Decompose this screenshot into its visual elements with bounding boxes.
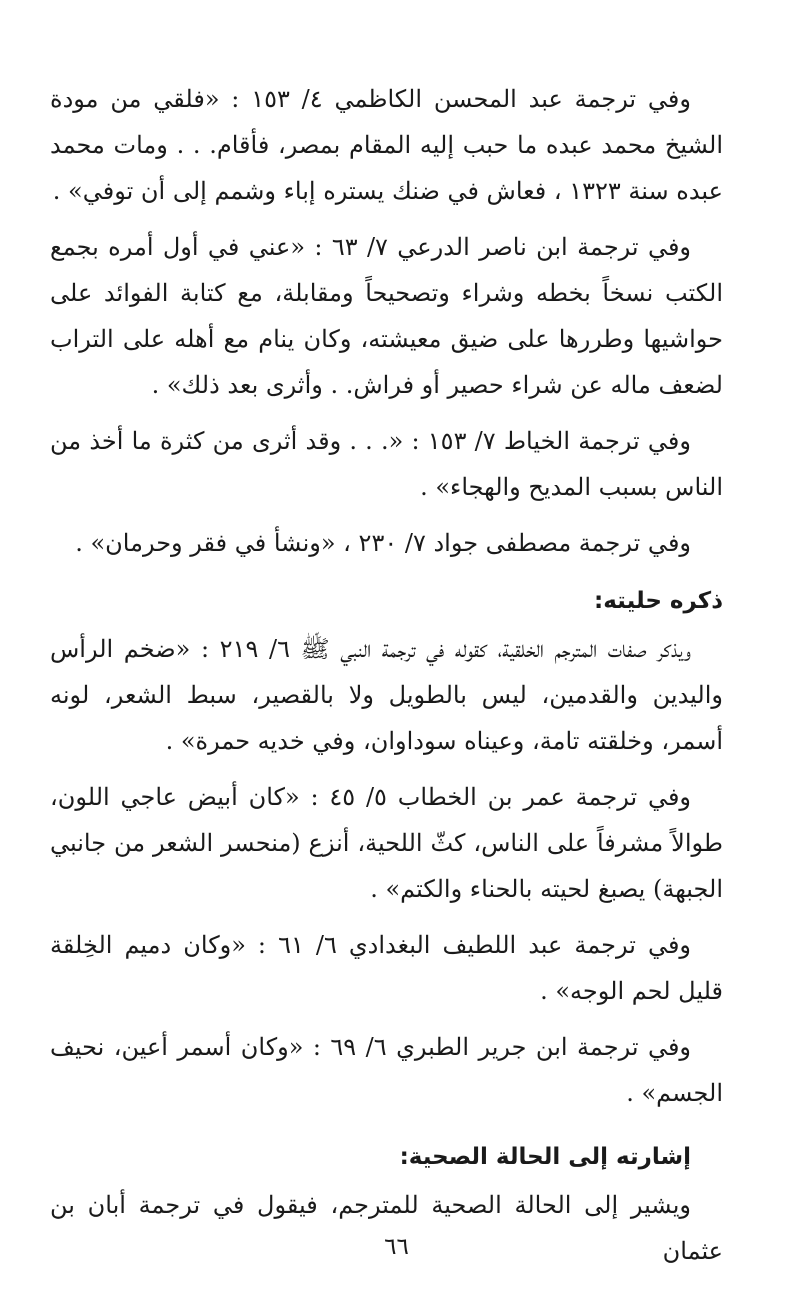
- paragraph-tabari: وفي ترجمة ابن جرير الطبري ٦/ ٦٩ : «وكان أسمر أعين، نحيف الجسم» .: [50, 1033, 723, 1107]
- paragraph-baghdadi: وفي ترجمة عبد اللطيف البغدادي ٦/ ٦١ : «وكان دميم الخِلقة قليل لحم الوجه» .: [50, 931, 723, 1005]
- paragraph-ibn-nasir: وفي ترجمة ابن ناصر الدرعي ٧/ ٦٣ : «عني في أول أمره بجمع الكتب نسخاً بخطه وشراء وتصحيحاً ومقابلة، مع كتابة الفوائد على حواشيها وطررها على ضيق معيشته، وكان ينام مع أهله على التراب لضعف ماله عن شراء حصير أو فراش. . وأثرى بعد ذلك» .: [50, 233, 723, 399]
- paragraph-prophet: ويذكر صفات المترجم الخلقية، كقوله في ترجمة النبي ﷺ ٦/ ٢١٩ : «ضخم الرأس واليدين والقدمين، ليس بالطويل ولا بالقصير، سبط الشعر، لونه أسمر، وخلقته تامة، وعيناه سوداوان، وفي خديه حمرة» .: [50, 635, 723, 755]
- section-heading-health: إشارته إلى الحالة الصحية:: [399, 1144, 691, 1170]
- paragraph-umar: وفي ترجمة عمر بن الخطاب ٥/ ٤٥ : «كان أبيض عاجي اللون، طوالاً مشرفاً على الناس، كثّ اللحية، أنزع (منحسر الشعر من جانبي الجبهة) يصبغ لحيته بالحناء والكتم» .: [50, 783, 723, 903]
- paragraph-kazimi: وفي ترجمة عبد المحسن الكاظمي ٤/ ١٥٣ : «فلقي من مودة الشيخ محمد عبده ما حبب إليه المقام بمصر، فأقام. . . ومات محمد عبده سنة ١٣٢٣ ، فعاش في ضنك يستره إباء وشمم إلى أن توفي» .: [50, 85, 723, 205]
- document-page: [50, 76, 723, 1265]
- paragraph-khayyat: وفي ترجمة الخياط ٧/ ١٥٣ : «. . . وقد أثرى من كثرة ما أخذ من الناس بسبب المديح والهجاء» .: [50, 427, 723, 501]
- paragraph-health: ويشير إلى الحالة الصحية للمترجم، فيقول في ترجمة أبان بن عثمان: [50, 1191, 723, 1265]
- page-number: ٦٦: [384, 1234, 409, 1260]
- paragraph-mustafa-jawad: وفي ترجمة مصطفى جواد ٧/ ٢٣٠ ، «ونشأ في فقر وحرمان» .: [75, 529, 691, 557]
- section-heading-appearance: ذكره حليته:: [594, 588, 723, 614]
